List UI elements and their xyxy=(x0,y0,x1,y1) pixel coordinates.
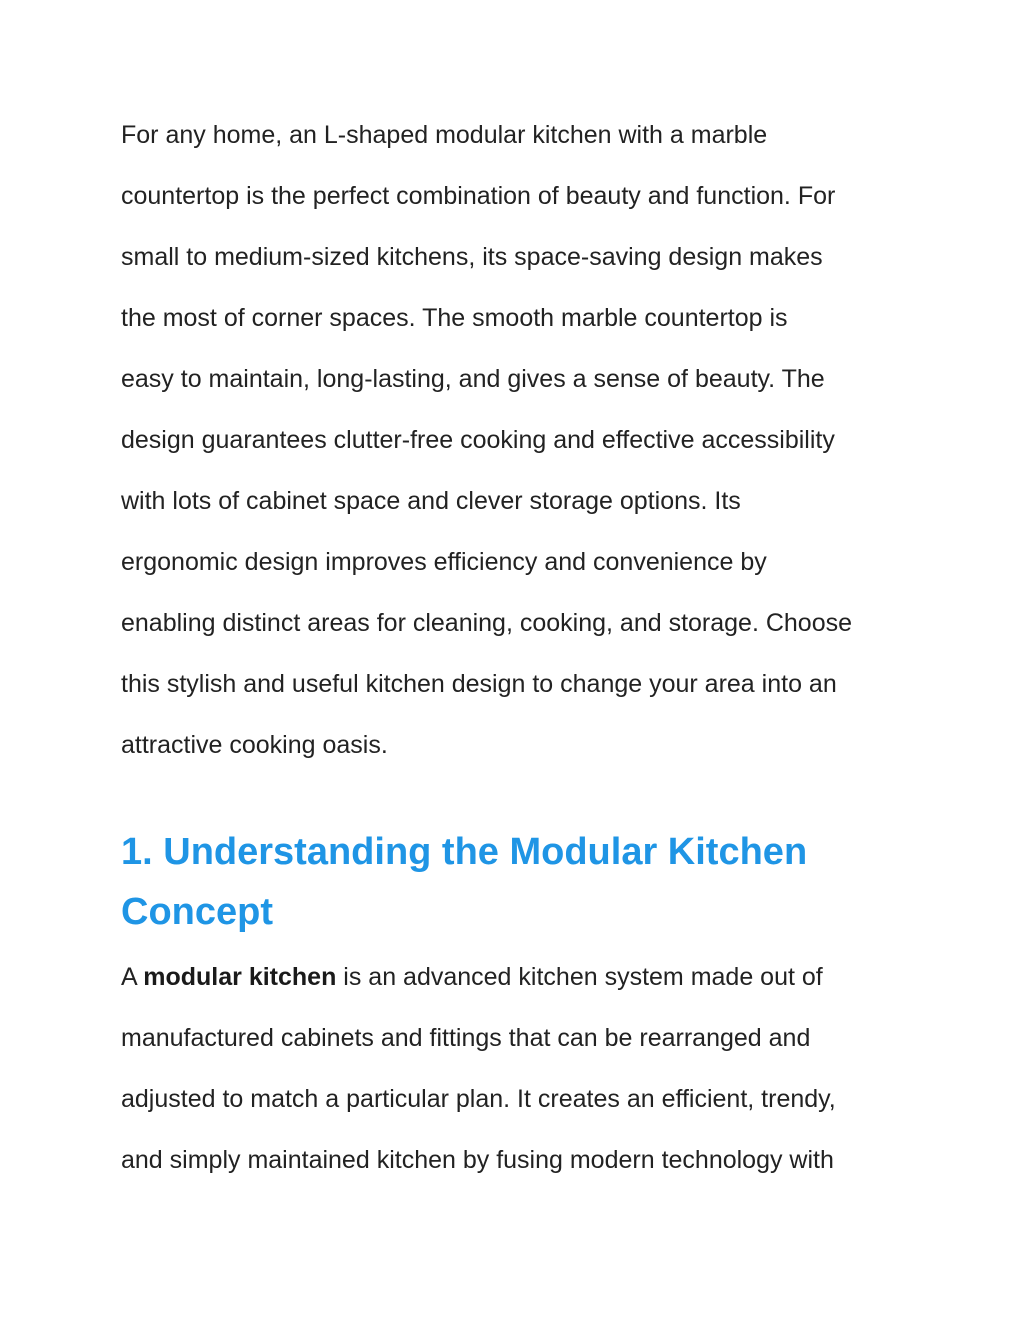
section-1-line-3: adjusted to match a particular plan. It creates an efficient, trendy, xyxy=(121,1085,836,1113)
intro-line-3: small to medium-sized kitchens, its space-saving design makes xyxy=(121,243,823,271)
intro-paragraph xyxy=(121,105,911,776)
section-1-paragraph xyxy=(121,947,911,1191)
section-1-line-4: and simply maintained kitchen by fusing modern technology with xyxy=(121,1146,834,1174)
section-1-line-1-suffix: is an advanced kitchen system made out of xyxy=(336,963,823,991)
intro-line-8: ergonomic design improves efficiency and convenience by xyxy=(121,548,767,576)
document-page xyxy=(121,105,911,1191)
intro-line-6: design guarantees clutter-free cooking and effective accessibility xyxy=(121,426,835,454)
section-1-heading-line-1: 1. Understanding the Modular Kitchen xyxy=(121,831,808,873)
intro-line-4: the most of corner spaces. The smooth marble countertop is xyxy=(121,304,788,332)
section-1-heading xyxy=(121,822,911,942)
intro-line-5: easy to maintain, long-lasting, and gives a sense of beauty. The xyxy=(121,365,825,393)
intro-line-10: this stylish and useful kitchen design to change your area into an xyxy=(121,670,837,698)
section-1-line-1 xyxy=(121,947,911,1008)
section-1-line-1-prefix: A xyxy=(121,963,144,991)
section-1-heading-line-2: Concept xyxy=(121,891,273,933)
intro-line-2: countertop is the perfect combination of beauty and function. For xyxy=(121,182,836,210)
intro-line-11: attractive cooking oasis. xyxy=(121,731,388,759)
intro-line-1: For any home, an L-shaped modular kitchen with a marble xyxy=(121,121,768,149)
intro-line-7: with lots of cabinet space and clever storage options. Its xyxy=(121,487,741,515)
section-1-line-2: manufactured cabinets and fittings that can be rearranged and xyxy=(121,1024,811,1052)
intro-line-9: enabling distinct areas for cleaning, cooking, and storage. Choose xyxy=(121,609,853,637)
modular-kitchen-term: modular kitchen xyxy=(143,963,337,991)
